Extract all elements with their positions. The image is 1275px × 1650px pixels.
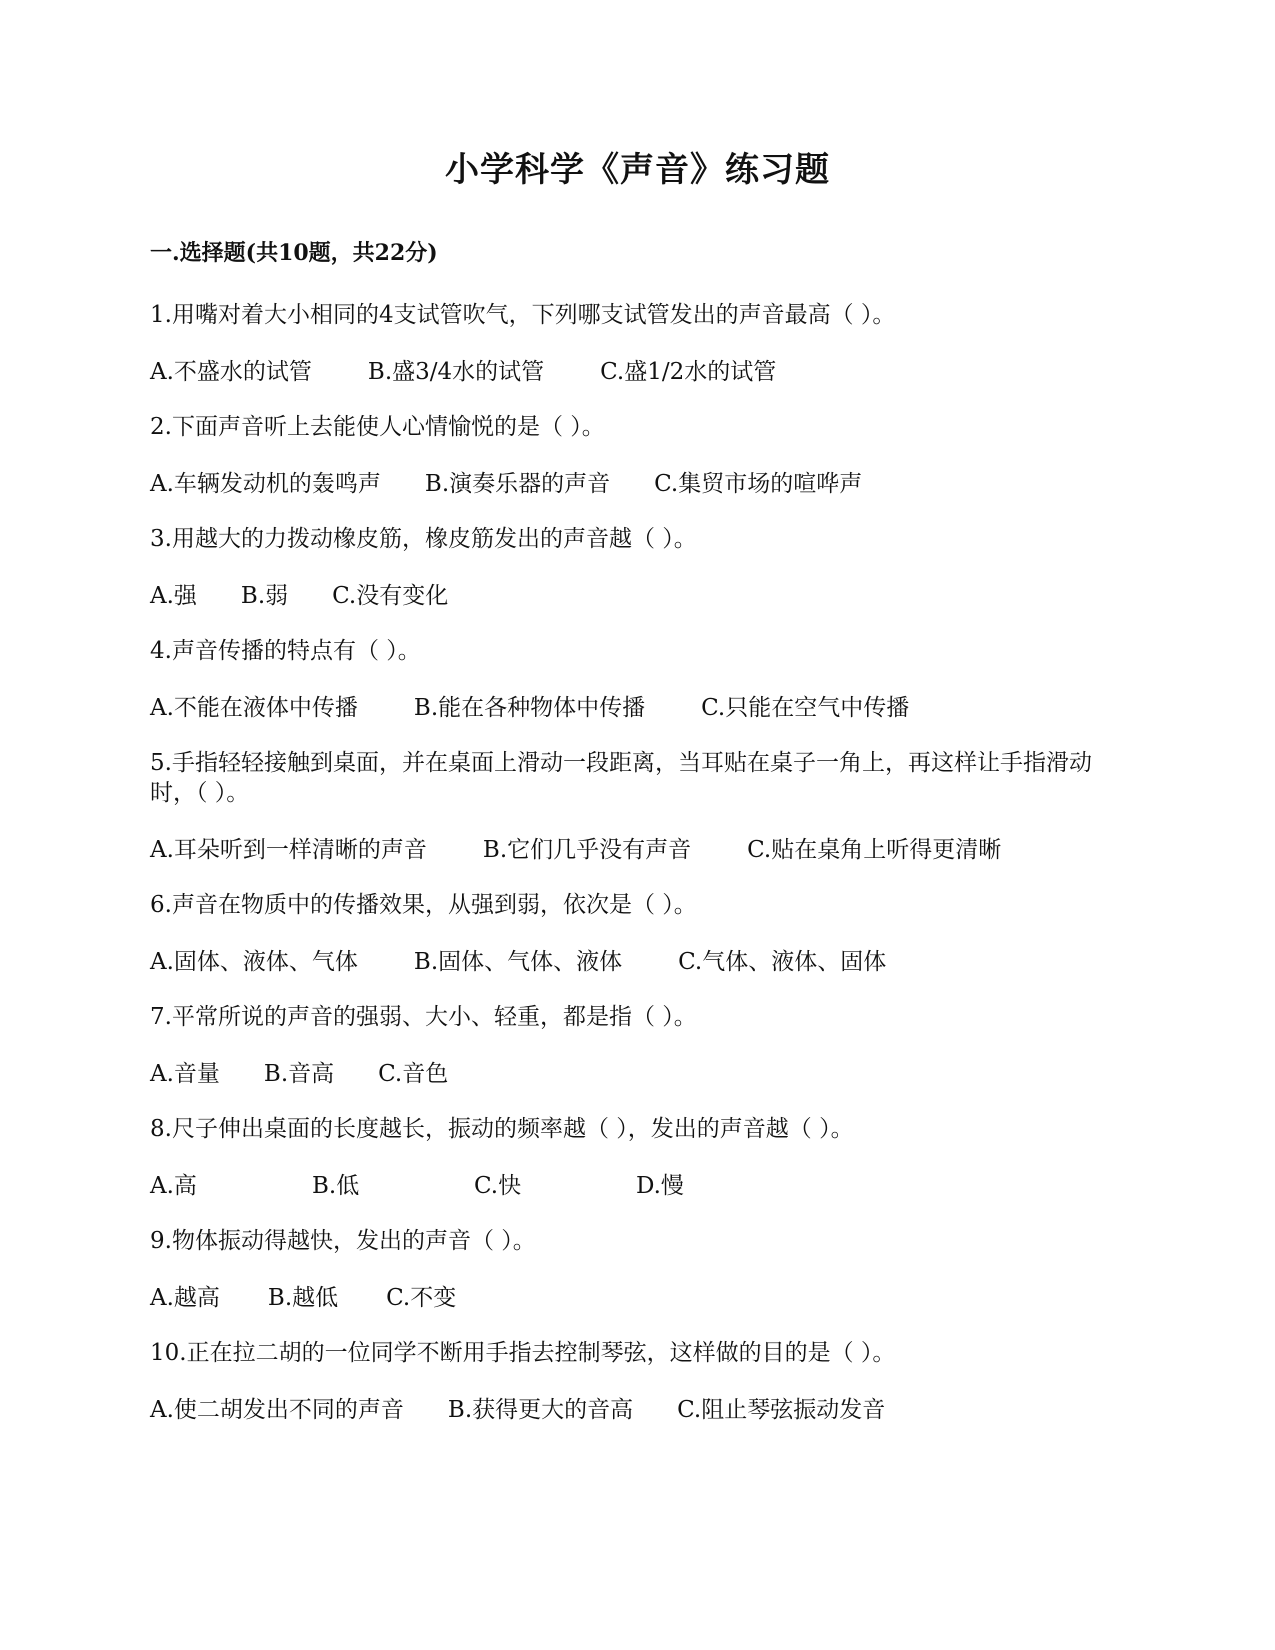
question-10 xyxy=(150,1338,1130,1425)
option-a: A.强 xyxy=(150,583,197,609)
section-heading: 一.选择题(共10题，共22分) xyxy=(150,240,438,266)
option-c: C.只能在空气中传播 xyxy=(701,695,910,721)
option-c: C.盛1/2水的试管 xyxy=(600,359,777,385)
question-text: 10.正在拉二胡的一位同学不断用手指去控制琴弦，这样做的目的是（ ）。 xyxy=(150,1340,896,1366)
option-c: C.阻止琴弦振动发音 xyxy=(677,1397,886,1423)
question-text: 2.下面声音听上去能使人心情愉悦的是（ ）。 xyxy=(150,414,605,440)
option-c: C.气体、液体、固体 xyxy=(678,949,887,975)
question-text: 7.平常所说的声音的强弱、大小、轻重，都是指（ ）。 xyxy=(150,1004,697,1030)
option-b: B.弱 xyxy=(240,583,289,609)
option-row xyxy=(150,1059,1130,1089)
option-c: C.快 xyxy=(474,1173,522,1199)
option-a: A.耳朵听到一样清晰的声音 xyxy=(150,837,427,863)
question-1 xyxy=(150,300,1130,387)
option-b: B.低 xyxy=(312,1173,360,1199)
question-list xyxy=(150,300,1130,1450)
option-c: C.没有变化 xyxy=(332,583,449,609)
option-row xyxy=(150,947,1130,977)
question-text: 6.声音在物质中的传播效果，从强到弱，依次是（ ）。 xyxy=(150,892,697,918)
option-a: A.越高 xyxy=(150,1285,220,1311)
question-text: 5.手指轻轻接触到桌面，并在桌面上滑动一段距离，当耳贴在桌子一角上，再这样让手指滑动时，（ ）。 xyxy=(150,750,1092,806)
option-b: B.它们几乎没有声音 xyxy=(482,837,692,863)
question-9 xyxy=(150,1226,1130,1313)
option-b: B.固体、气体、液体 xyxy=(413,949,623,975)
option-b: B.越低 xyxy=(267,1285,339,1311)
option-a: A.使二胡发出不同的声音 xyxy=(150,1397,404,1423)
option-row xyxy=(150,835,1130,865)
option-b: B.演奏乐器的声音 xyxy=(424,471,611,497)
option-b: B.能在各种物体中传播 xyxy=(413,695,646,721)
question-text: 1.用嘴对着大小相同的4支试管吹气，下列哪支试管发出的声音最高（ ）。 xyxy=(150,302,896,328)
option-a: A.车辆发动机的轰鸣声 xyxy=(150,471,381,497)
option-a: A.不盛水的试管 xyxy=(150,359,312,385)
option-b: B.音高 xyxy=(263,1061,335,1087)
question-4 xyxy=(150,636,1130,723)
option-b: B.获得更大的音高 xyxy=(447,1397,634,1423)
question-text: 9.物体振动得越快，发出的声音（ ）。 xyxy=(150,1228,536,1254)
question-5 xyxy=(150,748,1130,865)
option-c: C.不变 xyxy=(386,1285,457,1311)
question-text: 4.声音传播的特点有（ ）。 xyxy=(150,638,421,664)
option-a: A.固体、液体、气体 xyxy=(150,949,358,975)
option-row xyxy=(150,469,1130,499)
option-row xyxy=(150,1171,1130,1201)
option-a: A.音量 xyxy=(150,1061,220,1087)
option-c: C.集贸市场的喧哗声 xyxy=(654,471,863,497)
question-text: 3.用越大的力拨动橡皮筋，橡皮筋发出的声音越（ ）。 xyxy=(150,526,697,552)
question-7 xyxy=(150,1002,1130,1089)
question-8 xyxy=(150,1114,1130,1201)
question-6 xyxy=(150,890,1130,977)
option-c: C.贴在桌角上听得更清晰 xyxy=(747,837,1002,863)
question-2 xyxy=(150,412,1130,499)
page-title: 小学科学《声音》练习题 xyxy=(445,150,830,190)
option-a: A.高 xyxy=(150,1173,197,1199)
option-row xyxy=(150,1283,1130,1313)
option-row xyxy=(150,1395,1130,1425)
option-c: C.音色 xyxy=(378,1061,449,1087)
option-a: A.不能在液体中传播 xyxy=(150,695,358,721)
option-d: D.慢 xyxy=(636,1173,684,1199)
option-row xyxy=(150,693,1130,723)
option-row xyxy=(150,357,1130,387)
option-b: B.盛3/4水的试管 xyxy=(367,359,545,385)
question-text: 8.尺子伸出桌面的长度越长，振动的频率越（ ），发出的声音越（ ）。 xyxy=(150,1116,854,1142)
question-3 xyxy=(150,524,1130,611)
option-row xyxy=(150,581,1130,611)
